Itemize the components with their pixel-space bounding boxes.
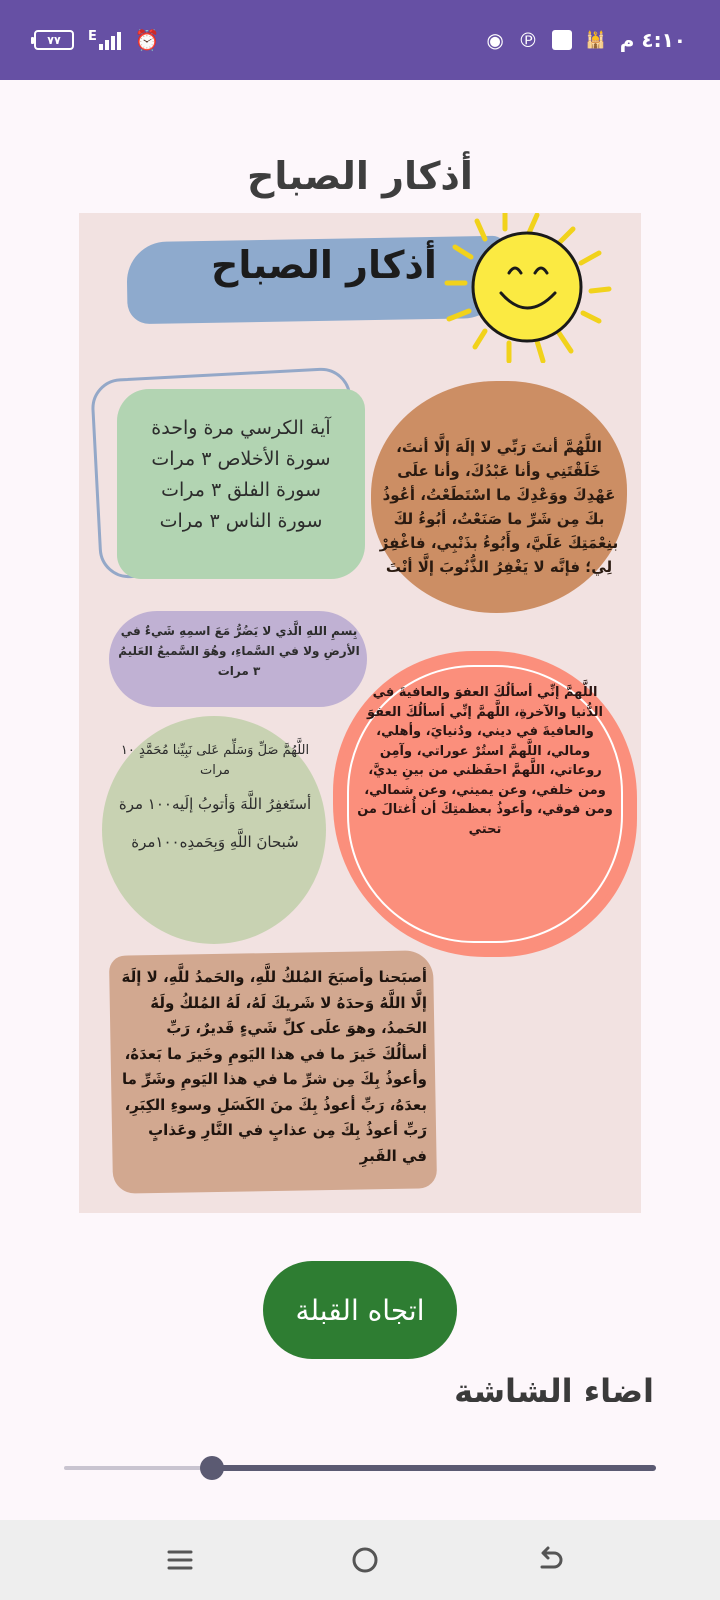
media-icon: ◉ bbox=[486, 28, 504, 52]
qibla-button[interactable]: اتجاه القبلة bbox=[263, 1261, 457, 1359]
brightness-label: اضاء الشاشة bbox=[454, 1372, 654, 1410]
poster-title: أذكار الصباح bbox=[211, 243, 437, 287]
network-type: E bbox=[88, 29, 97, 44]
battery-level: ٧٧ bbox=[47, 33, 61, 47]
status-time: ٤:١٠ م bbox=[619, 28, 686, 52]
page-title: أذكار الصباح bbox=[247, 154, 473, 198]
back-icon[interactable] bbox=[530, 1540, 570, 1580]
bismillah-text: بِسمِ اللهِ الَّذي لا يَضُرُّ مَعَ اسمِهِ شَيءٌ في الأرضِ ولا في السَّماءِ، وهُوَ السَّميعُ العَليمُ ٣ مرات bbox=[118, 624, 360, 678]
signal-group bbox=[88, 30, 121, 50]
asbahna-text: أصبَحنا وأصبَحَ المُلكُ للَّهِ، والحَمدُ للَّهِ، لا إلَهَ إلَّا اللَّهُ وَحدَهُ لا شَريكَ لَهُ، لَهُ المُلكُ ولَهُ الحَمدُ، وهوَ علَى كلِّ شَيءٍ قَديرٌ، رَبِّ أسألُكَ خَيرَ ما في هذا اليَومِ وخَيرَ ما بَعدَهُ، وأعوذُ بِكَ مِن شرِّ ما في هذا اليَومِ وشَرِّ ما بعدَهُ، رَبِّ أعوذُ بِكَ منَ الكَسَلِ وسوءِ الكِبَرِ، رَبِّ أعوذُ بِكَ مِن عذابٍ في النَّارِ وعَذابٍ في القَبرِ bbox=[121, 968, 427, 1165]
sayyid-istighfar-text: اللَّهُمَّ أنتَ رَبِّي لا إلَهَ إلَّا أنتَ، خَلَقْتَنِي وأنا عَبْدُكَ، وأنا علَى عَهْدِكَ ووَعْدِكَ ما اسْتَطَعْتُ، أعُوذُ بكَ مِن شَرِّ ما صَنَعْتُ، أبُوءُ لكَ بنِعْمَتِكَ عَلَيَّ، وأَبُوءُ بذَنْبِي، فاغْفِرْ لِي؛ فإنَّه لا يَغْفِرُ الذُّنُوبَ إلَّا أنْتَ bbox=[379, 438, 619, 576]
salawat-text: اللَّهُمَّ صَلِّ وَسَلِّم عَلى نَبِيِّنا مُحَمَّدٍ ١٠ مرات bbox=[120, 743, 310, 778]
alarm-icon: ⏰ bbox=[134, 28, 160, 52]
sun-icon bbox=[439, 213, 639, 363]
home-icon[interactable] bbox=[345, 1540, 385, 1580]
tasbih-text: سُبحانَ اللَّهِ وَبِحَمدِه١٠٠مرة bbox=[131, 833, 299, 851]
surah-line: سورة الأخلاص ٣ مرات bbox=[151, 448, 331, 470]
azkar-poster bbox=[79, 213, 641, 1213]
afiyah-text: اللَّهمَّ إنِّي أسألُكَ العفوَ والعافيةَ في الدُّنيا والآخرةِ، اللَّهمَّ إنِّي أسألُكَ العفوَ والعافيةَ في ديني، ودُنيايَ، وأهلي، ومالي، اللَّهمَّ استُرْ عوراتي، وآمِن روعاتي، اللَّهمَّ احفَظني من بينِ يديَّ، ومن خلفي، وعن يميني، وعن شمالي، ومن فوقي، وأعوذُ بعظمتِكَ أن أُغتالَ من تحتي bbox=[357, 685, 613, 837]
slider-active-track bbox=[212, 1465, 656, 1471]
status-bar-left bbox=[34, 30, 160, 50]
surah-line: سورة الفلق ٣ مرات bbox=[161, 479, 321, 501]
brightness-slider[interactable] bbox=[64, 1448, 656, 1488]
battery-icon bbox=[34, 30, 74, 50]
sage-text-group bbox=[115, 741, 315, 857]
istighfar-text: أستَغفِرُ اللَّهَ وَأتوبُ إلَيه١٠٠ مرة bbox=[118, 795, 312, 813]
surah-list bbox=[117, 413, 365, 537]
status-bar-right bbox=[486, 28, 686, 52]
notification-icon bbox=[552, 30, 572, 50]
mosque-icon: 🕌 bbox=[585, 30, 606, 49]
menu-icon[interactable] bbox=[160, 1540, 200, 1580]
parking-icon: ℗ bbox=[517, 28, 538, 52]
status-bar bbox=[0, 0, 720, 80]
slider-thumb[interactable] bbox=[200, 1456, 224, 1480]
surah-line: آية الكرسي مرة واحدة bbox=[151, 417, 331, 439]
surah-line: سورة الناس ٣ مرات bbox=[159, 510, 323, 532]
navigation-bar bbox=[0, 1520, 720, 1600]
signal-icon bbox=[99, 30, 121, 50]
